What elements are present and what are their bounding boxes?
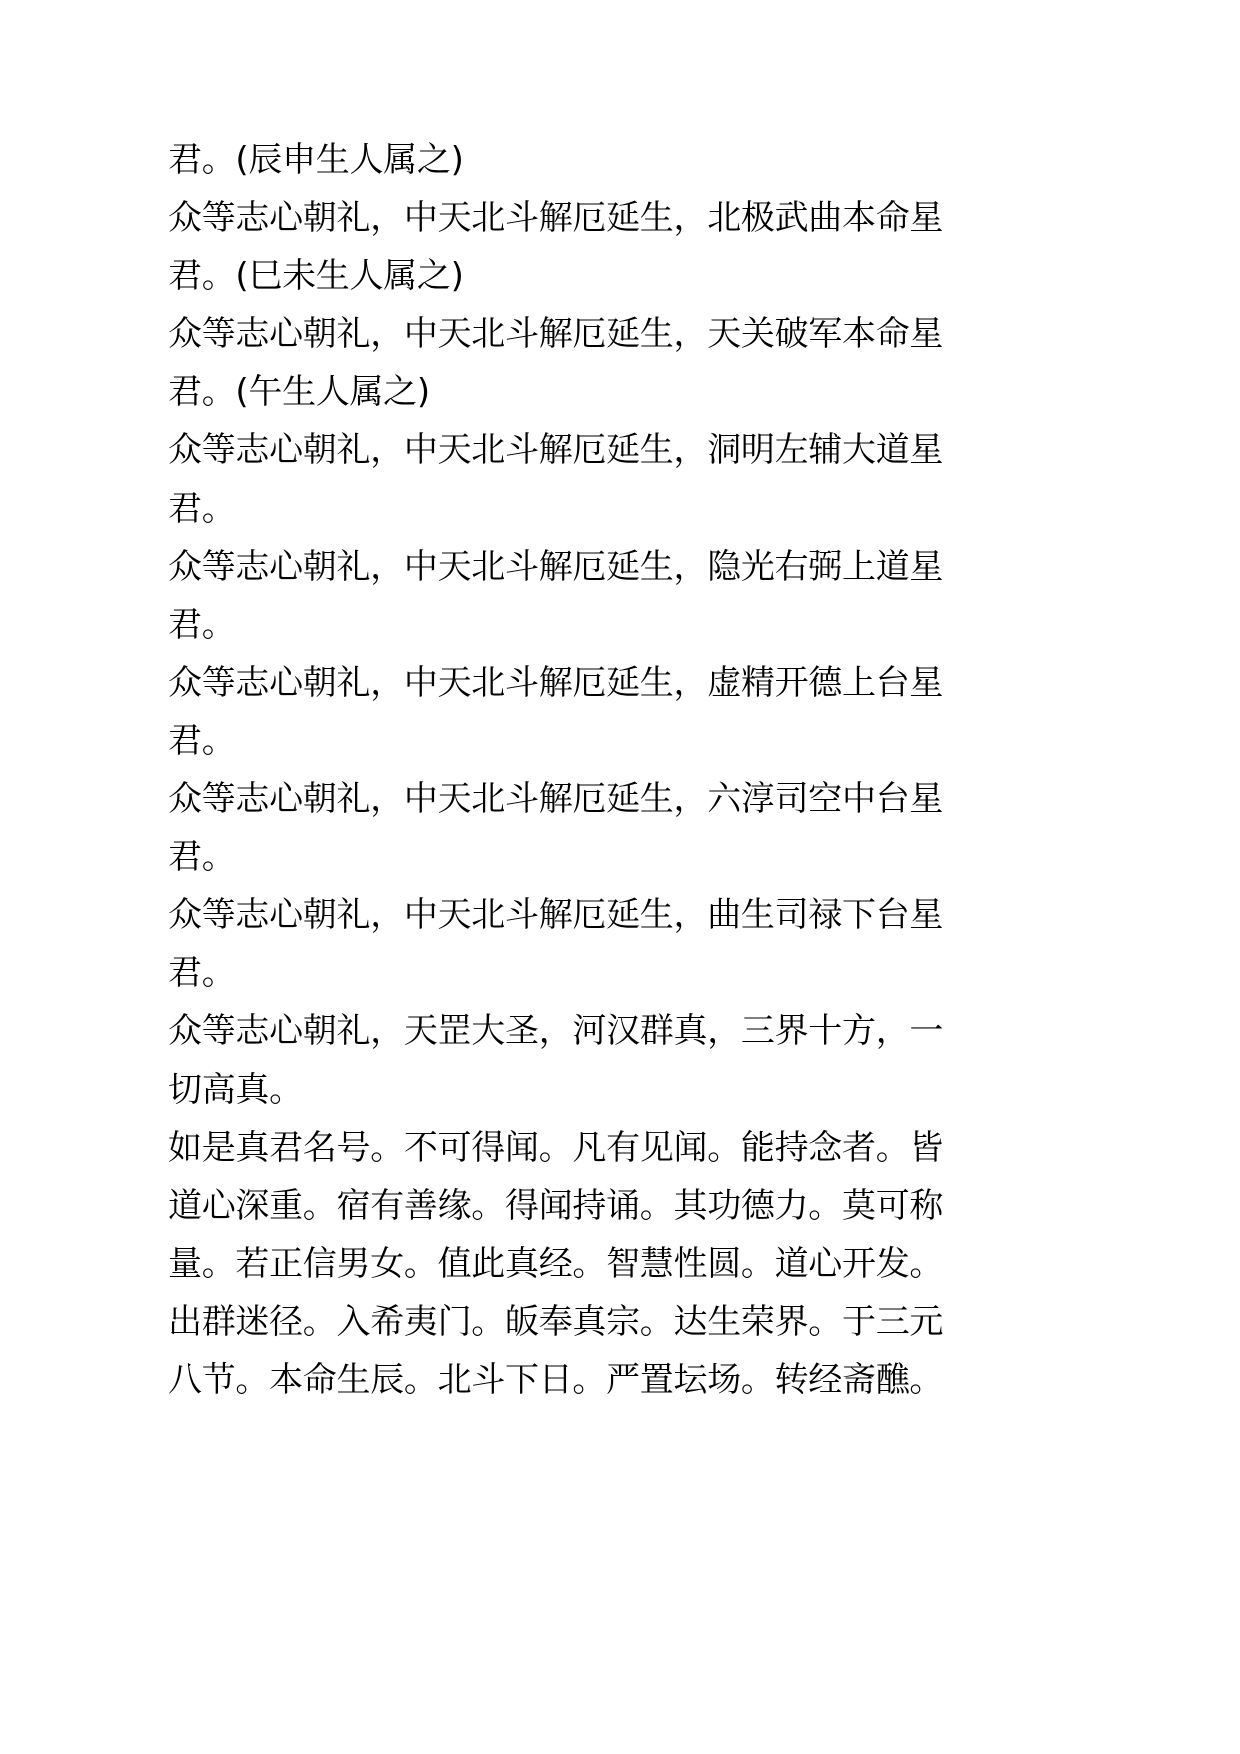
text-line: 众等志心朝礼，中天北斗解厄延生，曲生司禄下台星 <box>168 895 944 936</box>
text-line: 道心深重。宿有善缘。得闻持诵。其功德力。莫可称 <box>168 1185 944 1226</box>
text-line: 众等志心朝礼，中天北斗解厄延生，天关破军本命星 <box>168 314 944 355</box>
text-line: 八节。本命生辰。北斗下日。严置坛场。转经斋醮。 <box>168 1359 944 1400</box>
text-line: 如是真君名号。不可得闻。凡有见闻。能持念者。皆 <box>168 1127 944 1168</box>
text-line: 君。(辰申生人属之) <box>168 140 464 180</box>
text-line: 众等志心朝礼，天罡大圣，河汉群真，三界十方，一 <box>168 1011 944 1052</box>
text-line: 君。 <box>168 953 236 994</box>
text-line: 君。 <box>168 837 236 878</box>
text-line: 众等志心朝礼，中天北斗解厄延生，北极武曲本命星 <box>168 198 944 239</box>
text-line: 君。 <box>168 604 236 645</box>
text-line: 众等志心朝礼，中天北斗解厄延生，六淳司空中台星 <box>168 779 944 820</box>
text-line: 众等志心朝礼，中天北斗解厄延生，虚精开德上台星 <box>168 662 944 703</box>
text-line: 君。 <box>168 488 236 529</box>
text-line: 君。 <box>168 720 236 761</box>
document-body <box>168 131 968 1409</box>
text-line: 君。(巳未生人属之) <box>168 256 464 297</box>
text-line: 切高真。 <box>168 1069 303 1110</box>
text-line: 众等志心朝礼，中天北斗解厄延生，洞明左辅大道星 <box>168 430 944 471</box>
text-line: 出群迷径。入希夷门。皈奉真宗。达生荣界。于三元 <box>168 1301 944 1342</box>
text-line: 众等志心朝礼，中天北斗解厄延生，隐光右弼上道星 <box>168 546 944 587</box>
text-line: 君。(午生人属之) <box>168 372 430 413</box>
text-line: 量。若正信男女。值此真经。智慧性圆。道心开发。 <box>168 1243 944 1284</box>
